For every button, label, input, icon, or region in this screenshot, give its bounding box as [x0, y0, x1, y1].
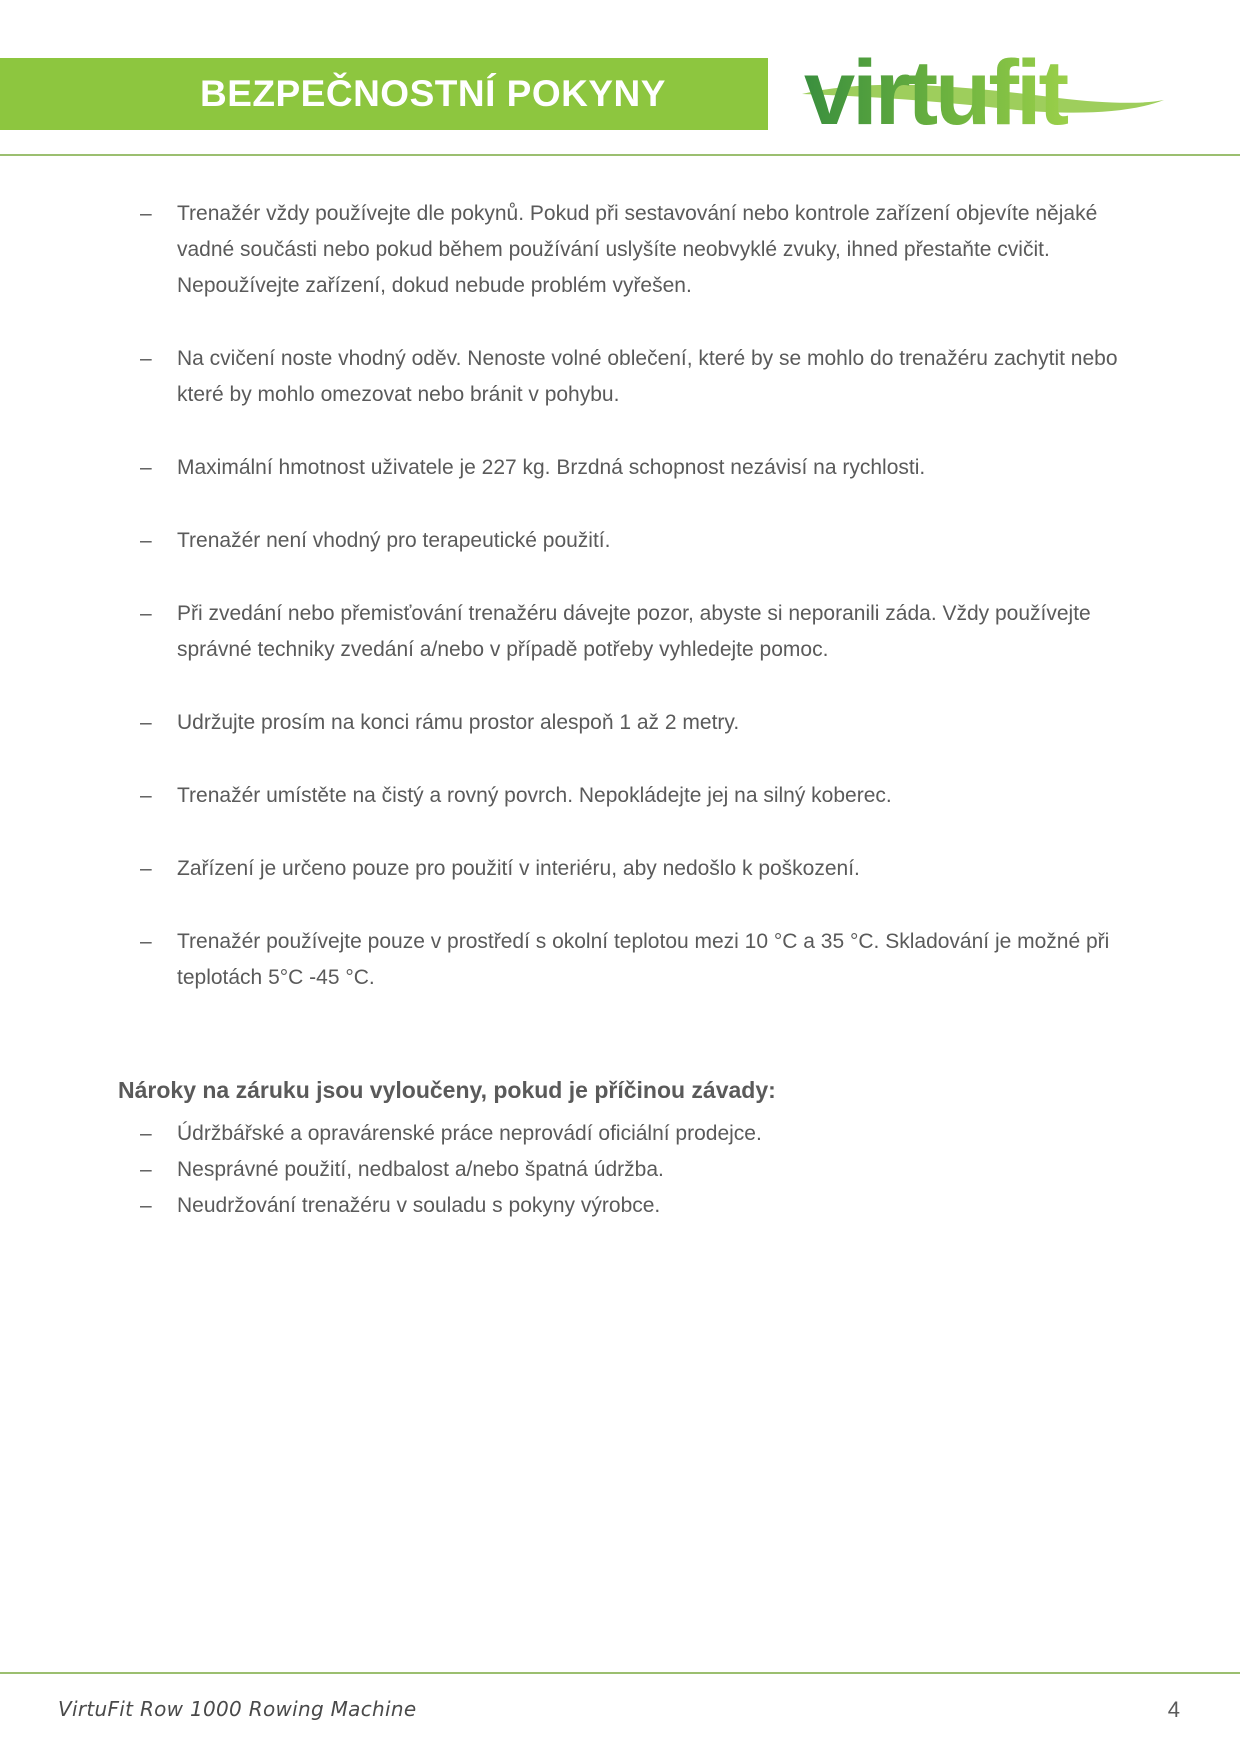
list-item [0, 778, 1240, 814]
list-item-text: Trenažér používejte pouze v prostředí s okolní teplotou mezi 10 °C a 35 °C. Skladování je možné při teplotách 5°C -45 °C. [177, 930, 1110, 989]
bullet-dash: – [140, 857, 152, 880]
footer-divider [0, 1672, 1240, 1674]
warranty-title: Nároky na záruku jsou vyloučeny, pokud je příčinou závady: [118, 1077, 776, 1103]
list-item-text: Údržbářské a opravárenské práce neprovádí oficiální prodejce. [177, 1122, 762, 1145]
list-item [0, 341, 1240, 413]
list-item [0, 450, 1240, 486]
list-item-text: Na cvičení noste vhodný oděv. Nenoste volné oblečení, které by se mohlo do trenažéru zachytit nebo které by mohlo omezovat nebo bránit v pohybu. [177, 347, 1118, 406]
bullet-dash: – [140, 1194, 152, 1217]
bullet-dash: – [140, 347, 152, 370]
list-item-text: Trenažér není vhodný pro terapeutické použití. [177, 529, 611, 552]
footer-product-name: VirtuFit Row 1000 Rowing Machine [58, 1697, 417, 1721]
list-item-text: Udržujte prosím na konci rámu prostor alespoň 1 až 2 metry. [177, 711, 740, 734]
list-item [0, 705, 1240, 741]
page-number: 4 [1167, 1697, 1180, 1722]
list-item-text: Zařízení je určeno pouze pro použití v interiéru, aby nedošlo k poškození. [177, 857, 860, 880]
list-item-text: Neudržování trenažéru v souladu s pokyny výrobce. [177, 1194, 661, 1217]
bullet-dash: – [140, 602, 152, 625]
list-item-text: Trenažér umístěte na čistý a rovný povrch. Nepokládejte jej na silný koberec. [177, 784, 892, 807]
bullet-dash: – [140, 529, 152, 552]
bullet-dash: – [140, 930, 152, 953]
list-item [0, 924, 1240, 996]
list-item-text: Trenažér vždy používejte dle pokynů. Pokud při sestavování nebo kontrole zařízení objevíte nějaké vadné součásti nebo pokud během používání uslyšíte neobvyklé zvuky, ihned přestaňte cvičit. Nepoužívejte zařízení, dokud nebude problém vyřešen. [177, 202, 1098, 297]
list-item [0, 523, 1240, 559]
page-title: BEZPEČNOSTNÍ POKYNY [200, 73, 666, 114]
list-item-text: Nesprávné použití, nedbalost a/nebo špatná údržba. [177, 1158, 664, 1181]
list-item [0, 1116, 1240, 1152]
bullet-dash: – [140, 784, 152, 807]
list-item [0, 596, 1240, 668]
bullet-dash: – [140, 456, 152, 479]
bullet-dash: – [140, 1122, 152, 1145]
bullet-dash: – [140, 202, 152, 225]
list-item [0, 851, 1240, 887]
list-item-text: Při zvedání nebo přemisťování trenažéru dávejte pozor, abyste si neporanili záda. Vždy používejte správné techniky zvedání a/nebo v případě potřeby vyhledejte pomoc. [177, 602, 1091, 661]
logo-wordmark: virtufit [804, 42, 1067, 142]
list-item [0, 1152, 1240, 1188]
list-item [0, 1188, 1240, 1224]
warranty-list [0, 1116, 1240, 1224]
header-divider [0, 154, 1240, 156]
safety-list [0, 196, 1240, 1033]
virtufit-logo [798, 36, 1168, 142]
list-item-text: Maximální hmotnost uživatele je 227 kg. Brzdná schopnost nezávisí na rychlosti. [177, 456, 926, 479]
list-item [0, 196, 1240, 304]
bullet-dash: – [140, 711, 152, 734]
bullet-dash: – [140, 1158, 152, 1181]
